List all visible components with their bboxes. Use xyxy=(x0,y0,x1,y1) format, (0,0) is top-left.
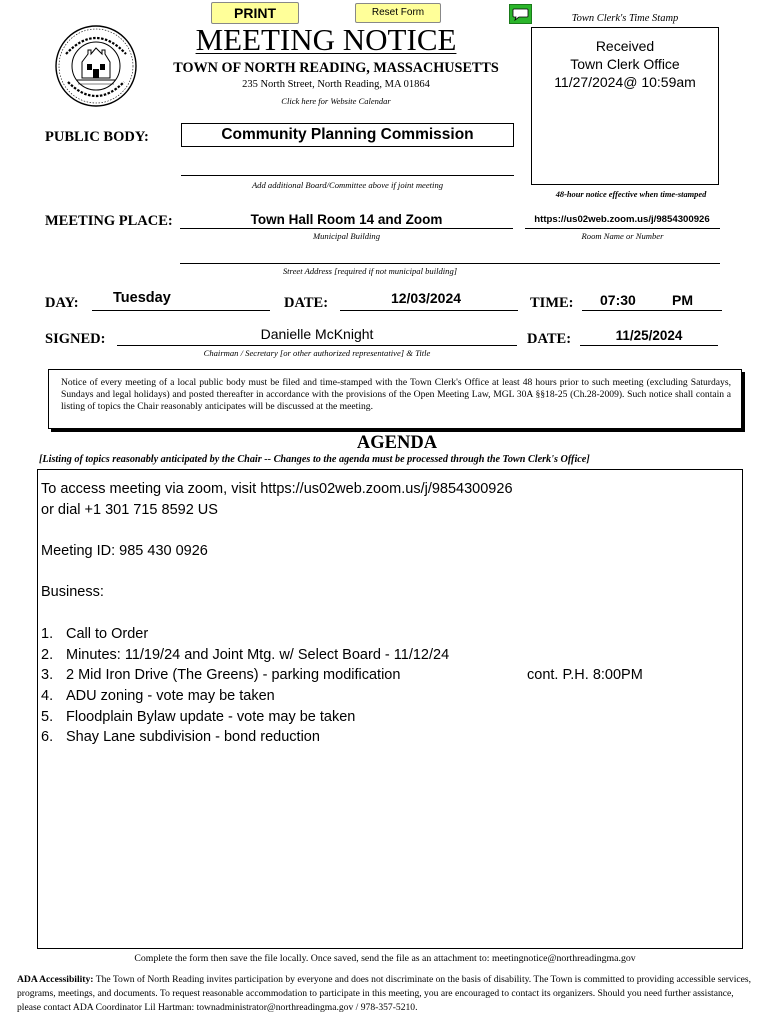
agenda-meeting-id: Meeting ID: 985 430 0926 xyxy=(41,543,208,560)
stamp-datetime: 11/27/2024@ 10:59am xyxy=(554,74,696,90)
room-value[interactable]: https://us02web.zoom.us/j/9854300926 xyxy=(534,214,710,225)
street-address-hint: Street Address [required if not municipal building] xyxy=(282,266,458,276)
ada-label: ADA Accessibility: xyxy=(17,974,94,985)
agenda-title: AGENDA xyxy=(356,433,438,453)
day-value[interactable]: Tuesday xyxy=(113,290,171,306)
time-label: TIME: xyxy=(530,295,574,311)
town-name: TOWN OF NORTH READING, MASSACHUSETTS xyxy=(173,60,499,76)
comment-icon[interactable] xyxy=(509,4,532,24)
agenda-item-note: cont. P.H. 8:00PM xyxy=(527,667,643,684)
signed-date-value[interactable]: 11/25/2024 xyxy=(615,328,683,343)
agenda-intro-line: To access meeting via zoom, visit https://us02web.zoom.us/j/9854300926 xyxy=(41,481,513,497)
agenda-item-text: Minutes: 11/19/24 and Joint Mtg. w/ Select Board - 11/12/24 xyxy=(66,646,450,663)
meeting-place-label: MEETING PLACE: xyxy=(45,213,173,229)
time-value[interactable]: 07:30 xyxy=(600,292,636,308)
time-stamp-caption: Town Clerk's Time Stamp xyxy=(571,13,679,24)
agenda-item-number: 4. xyxy=(41,687,54,704)
street-address-line[interactable] xyxy=(180,263,720,264)
agenda-item-number: 2. xyxy=(41,646,54,663)
meeting-place-value[interactable]: Town Hall Room 14 and Zoom xyxy=(250,212,443,227)
stamp-note: 48-hour notice effective when time-stamped xyxy=(555,190,707,199)
town-seal-icon xyxy=(54,24,138,108)
open-meeting-notice: Notice of every meeting of a local public body must be filed and time-stamped with the Town Clerk's Office at least 48 hours prior to such meeting (excluding Saturdays, Sundays and legal holidays) and posted thereafter in accordance with the provisions of the Open Meeting Law, MGL 30A §§18-25 (Ch.28-2009). Such notice shall contain a listing of topics the Chair reasonably anticipates will be discussed at the meeting. xyxy=(48,369,742,429)
agenda-business-heading: Business: xyxy=(41,584,104,601)
agenda-item-text: 2 Mid Iron Drive (The Greens) - parking modification xyxy=(66,667,401,684)
agenda-intro-line: or dial +1 301 715 8592 US xyxy=(41,501,218,518)
agenda-item xyxy=(41,624,742,645)
agenda-textbox[interactable] xyxy=(37,469,743,949)
agenda-item xyxy=(41,645,742,666)
meeting-place-hint: Municipal Building xyxy=(312,231,381,241)
ampm-value[interactable]: PM xyxy=(672,292,693,308)
agenda-item xyxy=(41,707,742,728)
public-body-field[interactable] xyxy=(181,123,514,147)
agenda-item xyxy=(41,665,742,686)
town-address: 235 North Street, North Reading, MA 01864 xyxy=(242,79,430,90)
date-label: DATE: xyxy=(284,295,329,311)
signed-value[interactable]: Danielle McKnight xyxy=(260,326,374,342)
agenda-item-text: Call to Order xyxy=(66,625,149,642)
ada-notice xyxy=(17,973,757,1015)
public-body-value: Community Planning Commission xyxy=(221,126,474,143)
agenda-item-text: ADU zoning - vote may be taken xyxy=(66,687,275,704)
additional-body-line[interactable] xyxy=(181,175,514,176)
agenda-item-number: 3. xyxy=(41,667,54,684)
agenda-item-text: Shay Lane subdivision - bond reduction xyxy=(66,729,320,746)
time-stamp-box xyxy=(531,27,719,185)
ada-text: The Town of North Reading invites participation by everyone and does not discriminate on the basis of disability. The Town is committed to providing accessible services, programs, meetings, and documents. To request reasonable accommodation to participate in this meeting, you are encouraged to contact its organizers. Should you need further assistance, please contact ADA Coordinator Lil Hartman: townadministrator@northreadingma.gov / 978-357-5210. xyxy=(17,974,752,1013)
agenda-item-number: 1. xyxy=(41,625,54,642)
additional-body-hint: Add additional Board/Committee above if joint meeting xyxy=(251,180,444,190)
signed-hint: Chairman / Secretary [or other authorized representative] & Title xyxy=(203,348,431,358)
website-calendar-link[interactable]: Click here for Website Calendar xyxy=(281,96,391,106)
stamp-received: Received xyxy=(595,38,655,54)
print-button[interactable]: PRINT xyxy=(211,2,299,24)
room-hint: Room Name or Number xyxy=(581,231,664,241)
public-body-label: PUBLIC BODY: xyxy=(45,129,149,145)
agenda-subtitle: [Listing of topics reasonably anticipated by the Chair -- Changes to the agenda must be processed through the Town Clerk's Office] xyxy=(39,454,590,465)
agenda-item-number: 6. xyxy=(41,729,54,746)
reset-form-button[interactable]: Reset Form xyxy=(355,3,441,23)
page-title: MEETING NOTICE xyxy=(195,22,457,57)
footer-instructions: Complete the form then save the file locally. Once saved, send the file as an attachment to: meetingnotice@northreadingma.gov xyxy=(134,953,636,964)
stamp-office: Town Clerk Office xyxy=(570,56,680,72)
agenda-item-number: 5. xyxy=(41,708,54,725)
agenda-item-text: Floodplain Bylaw update - vote may be taken xyxy=(66,708,356,725)
signed-label: SIGNED: xyxy=(45,331,106,347)
date-value[interactable]: 12/03/2024 xyxy=(390,290,462,306)
day-label: DAY: xyxy=(45,295,79,311)
agenda-item xyxy=(41,727,742,748)
signed-date-label: DATE: xyxy=(527,331,572,347)
agenda-item xyxy=(41,686,742,707)
